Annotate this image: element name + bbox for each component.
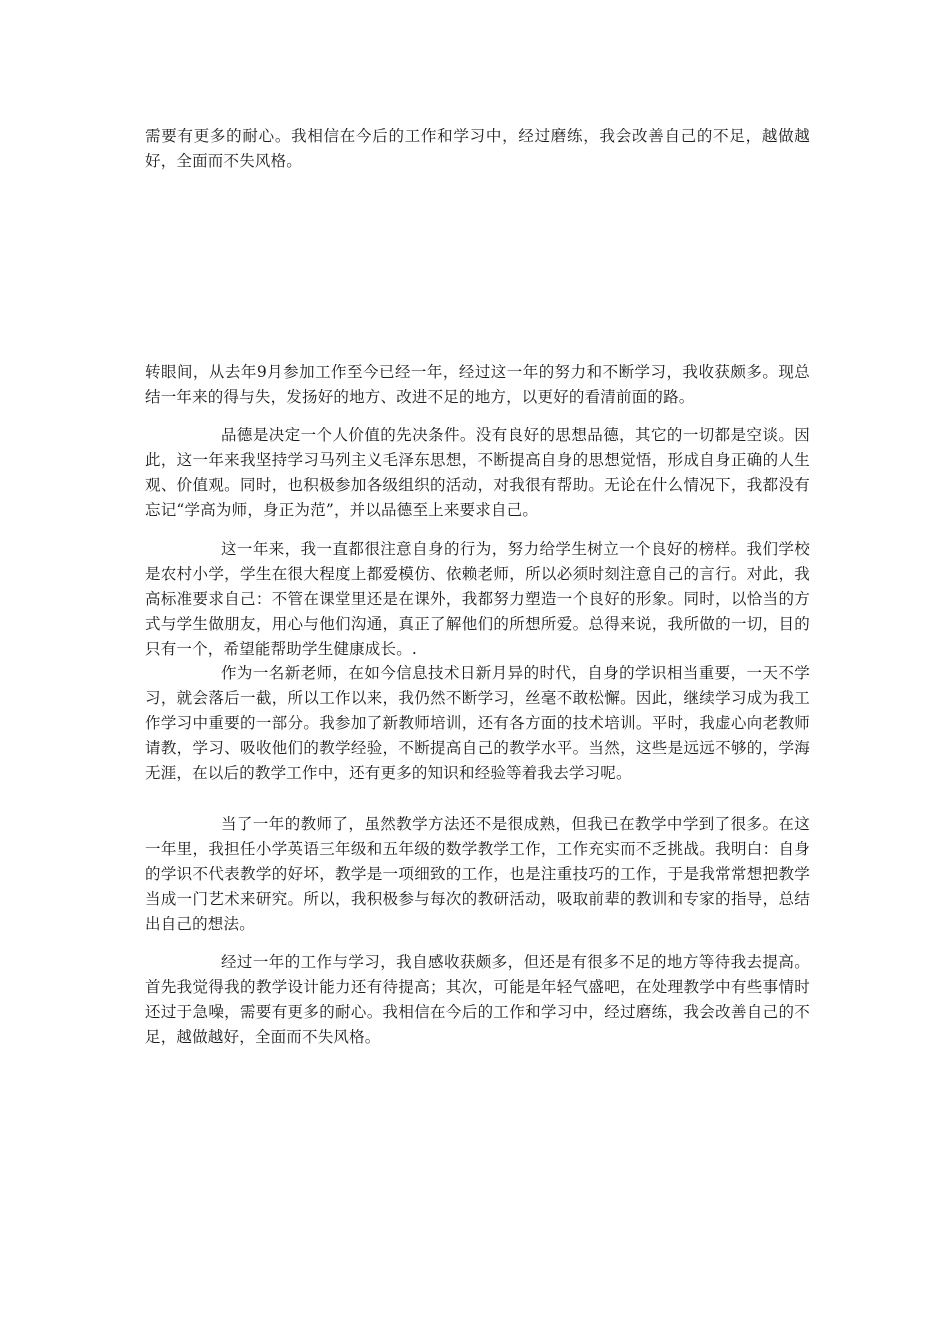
- paragraph-conduct: 这一年来，我一直都很注意自身的行为，努力给学生树立一个良好的榜样。我们学校是农村小学，学生在很大程度上都爱模仿、依赖老师，所以必须时刻注意自己的言行。对此，我高标准要求自己：不管在课堂里还是在课外，我都努力塑造一个良好的形象。同时，以恰当的方式与学生做朋友，用心与他们沟通，真正了解他们的所想所爱。总得来说，我所做的一切，目的只有一个，希望能帮助学生健康成长。.: [145, 540, 810, 658]
- paragraph-block-5: [145, 812, 810, 937]
- paragraph-intro: 转眼间，从去年9月参加工作至今已经一年，经过这一年的努力和不断学习，我收获颇多。现总结一年来的得与失，发扬好的地方、改进不足的地方，以更好的看清前面的路。: [145, 363, 810, 406]
- paragraph-teaching: 当了一年的教师了，虽然教学方法还不是很成熟，但我已在教学中学到了很多。在这一年里，我担任小学英语三年级和五年级的数学教学工作，工作充实而不乏挑战。我明白：自身的学识不代表教学的好坏，教学是一项细致的工作，也是注重技巧的工作，于是我常常想把教学当成一门艺术来研究。所以，我积极参与每次的教研活动，吸取前辈的教训和专家的指导，总结出自己的想法。: [145, 815, 810, 933]
- paragraph-learning: 作为一名新老师，在如今信息技术日新月异的时代，自身的学识相当重要，一天不学习，就会落后一截，所以工作以来，我仍然不断学习，丝毫不敢松懈。因此，继续学习成为我工作学习中重要的一部分。我参加了新教师培训，还有各方面的技术培训。平时，我虚心向老教师请教，学习、吸收他们的教学经验，不断提高自己的教学水平。当然，这些是远远不够的，学海无涯，在以后的教学工作中，还有更多的知识和经验等着我去学习呢。: [145, 664, 810, 782]
- paragraph-morality: 品德是决定一个人价值的先决条件。没有良好的思想品德，其它的一切都是空谈。因此，这一年来我坚持学习马列主义毛泽东思想，不断提高自身的思想觉悟，形成自身正确的人生观、价值观。同时，也积极参加各级组织的活动，对我很有帮助。无论在什么情况下，我都没有忘记“学高为师，身正为范”，并以品德至上来要求自己。: [145, 426, 810, 519]
- paragraph-block-2: [145, 423, 810, 523]
- paragraph-block-3: [145, 537, 810, 662]
- paragraph-block-4: [145, 661, 810, 786]
- paragraph-fragment: 需要有更多的耐心。我相信在今后的工作和学习中，经过磨练，我会改善自己的不足，越做越好，全面而不失风格。: [145, 127, 810, 170]
- top-fragment-block: [145, 124, 810, 174]
- paragraph-block-6: [145, 950, 810, 1050]
- paragraph-block-1: [145, 360, 810, 410]
- paragraph-conclusion: 经过一年的工作与学习，我自感收获颇多，但还是有很多不足的地方等待我去提高。首先我觉得我的教学设计能力还有待提高；其次，可能是年轻气盛吧，在处理教学中有些事情时还过于急噪，需要有更多的耐心。我相信在今后的工作和学习中，经过磨练，我会改善自己的不足，越做越好，全面而不失风格。: [145, 953, 810, 1046]
